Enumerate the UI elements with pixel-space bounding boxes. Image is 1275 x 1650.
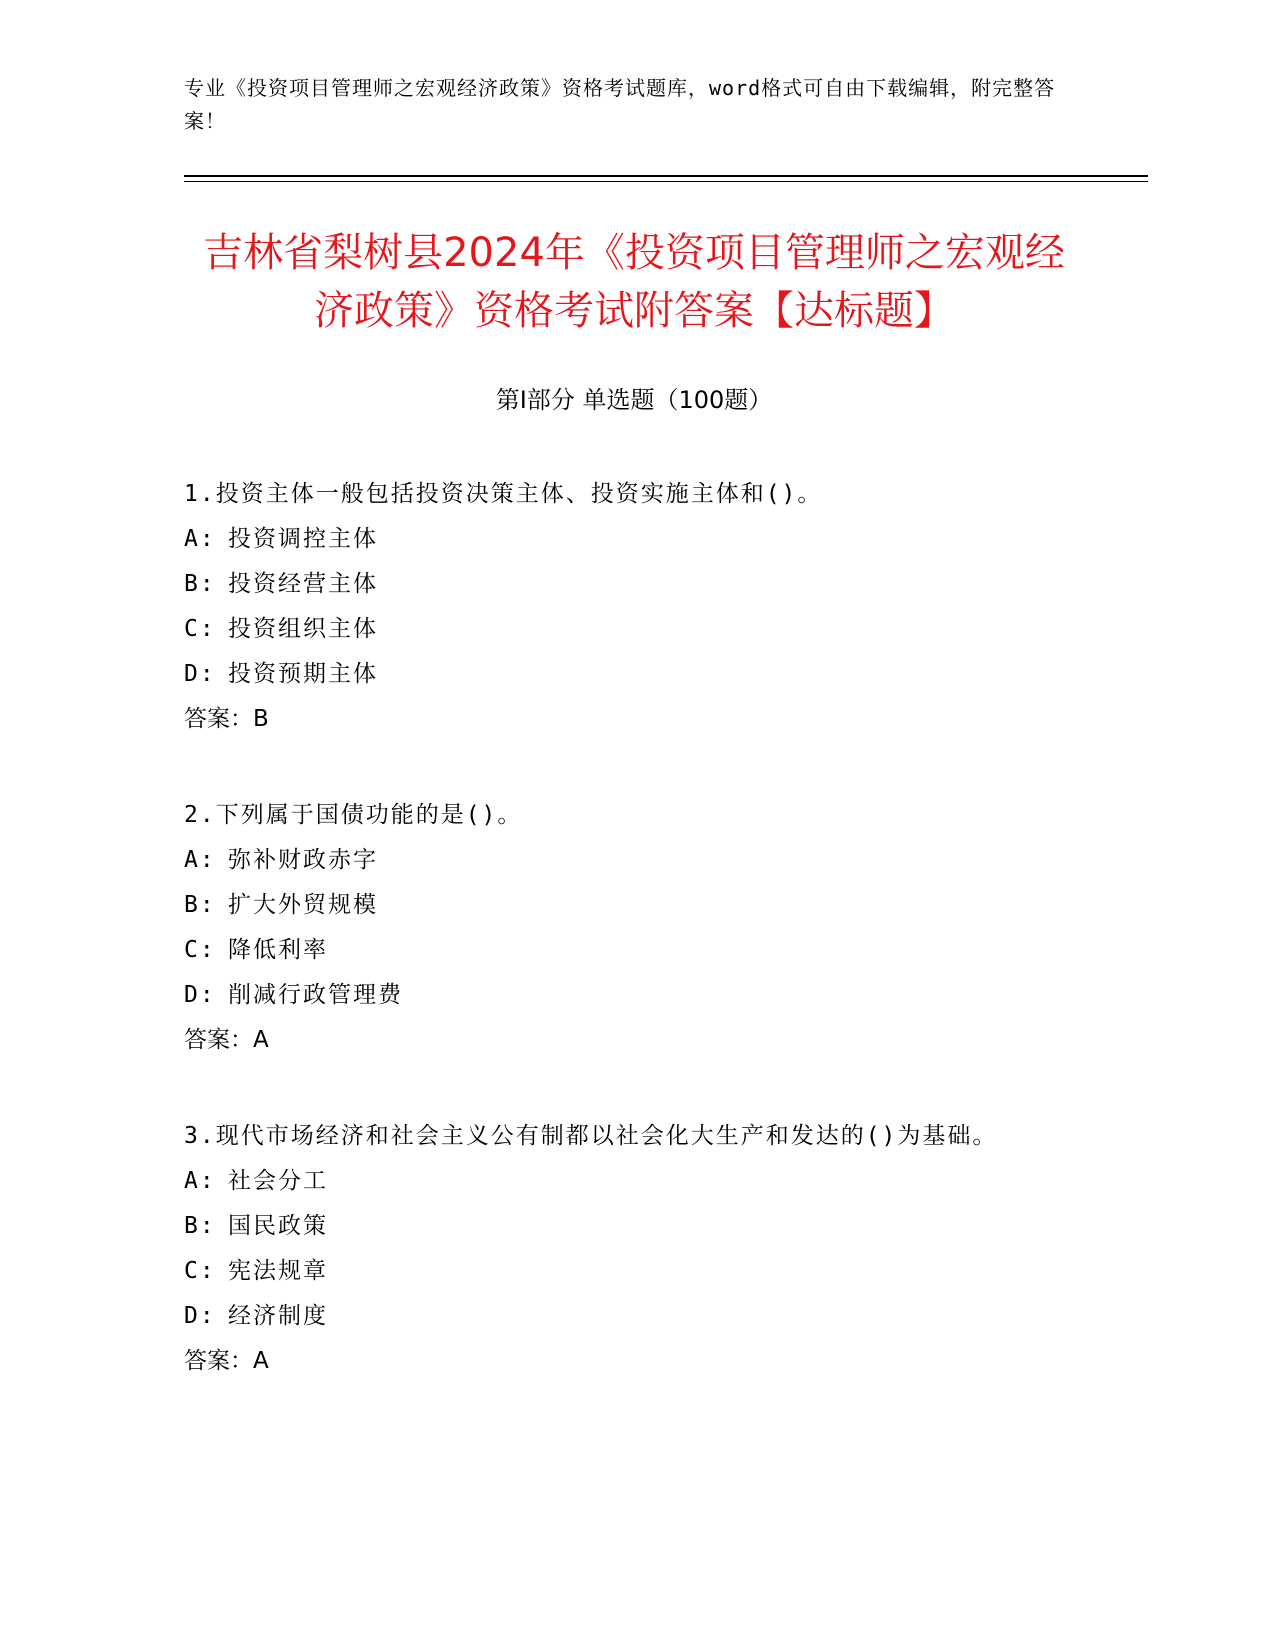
option-text: 投资调控主体 bbox=[228, 526, 378, 552]
option-letter: C: bbox=[184, 616, 216, 642]
option-text: 国民政策 bbox=[228, 1213, 328, 1239]
option-a bbox=[184, 1159, 1064, 1204]
option-text: 投资组织主体 bbox=[228, 616, 378, 642]
option-b bbox=[184, 562, 1064, 607]
option-letter: A: bbox=[184, 1168, 216, 1194]
option-b bbox=[184, 883, 1064, 928]
option-c bbox=[184, 607, 1064, 652]
option-b bbox=[184, 1204, 1064, 1249]
option-letter: B: bbox=[184, 1213, 216, 1239]
option-letter: C: bbox=[184, 1258, 216, 1284]
question-2 bbox=[184, 793, 1064, 1063]
option-text: 弥补财政赤字 bbox=[228, 847, 378, 873]
option-text: 社会分工 bbox=[228, 1168, 328, 1194]
question-stem: 1.投资主体一般包括投资决策主体、投资实施主体和()。 bbox=[184, 481, 823, 507]
option-letter: D: bbox=[184, 1303, 216, 1329]
question-stem: 2.下列属于国债功能的是()。 bbox=[184, 802, 523, 828]
header-rule-thin bbox=[184, 181, 1148, 182]
document-title: 吉林省梨树县2024年《投资项目管理师之宏观经济政策》资格考试附答案【达标题】 bbox=[203, 230, 1065, 334]
option-a bbox=[184, 517, 1064, 562]
option-d bbox=[184, 1294, 1064, 1339]
option-letter: C: bbox=[184, 937, 216, 963]
option-letter: B: bbox=[184, 892, 216, 918]
option-letter: B: bbox=[184, 571, 216, 597]
option-text: 削减行政管理费 bbox=[228, 982, 403, 1008]
option-d bbox=[184, 652, 1064, 697]
option-text: 宪法规章 bbox=[228, 1258, 328, 1284]
option-text: 投资预期主体 bbox=[228, 661, 378, 687]
question-list bbox=[184, 472, 1064, 1435]
question-stem: 3.现代市场经济和社会主义公有制都以社会化大生产和发达的()为基础。 bbox=[184, 1123, 998, 1149]
answer-line: 答案：A bbox=[184, 1348, 269, 1374]
option-a bbox=[184, 838, 1064, 883]
option-text: 扩大外贸规模 bbox=[228, 892, 378, 918]
header-note: 专业《投资项目管理师之宏观经济政策》资格考试题库，word格式可自由下载编辑，附完整答案！ bbox=[184, 76, 1056, 133]
option-letter: A: bbox=[184, 847, 216, 873]
answer-line: 答案：B bbox=[184, 706, 269, 732]
question-3 bbox=[184, 1114, 1064, 1384]
answer-line: 答案：A bbox=[184, 1027, 269, 1053]
option-text: 经济制度 bbox=[228, 1303, 328, 1329]
header-rule-thick bbox=[184, 175, 1148, 177]
option-text: 降低利率 bbox=[228, 937, 328, 963]
question-1 bbox=[184, 472, 1064, 742]
option-letter: D: bbox=[184, 982, 216, 1008]
section-title: 第I部分 单选题（100题） bbox=[495, 386, 773, 414]
option-c bbox=[184, 1249, 1064, 1294]
option-letter: D: bbox=[184, 661, 216, 687]
option-d bbox=[184, 973, 1064, 1018]
option-c bbox=[184, 928, 1064, 973]
option-letter: A: bbox=[184, 526, 216, 552]
option-text: 投资经营主体 bbox=[228, 571, 378, 597]
